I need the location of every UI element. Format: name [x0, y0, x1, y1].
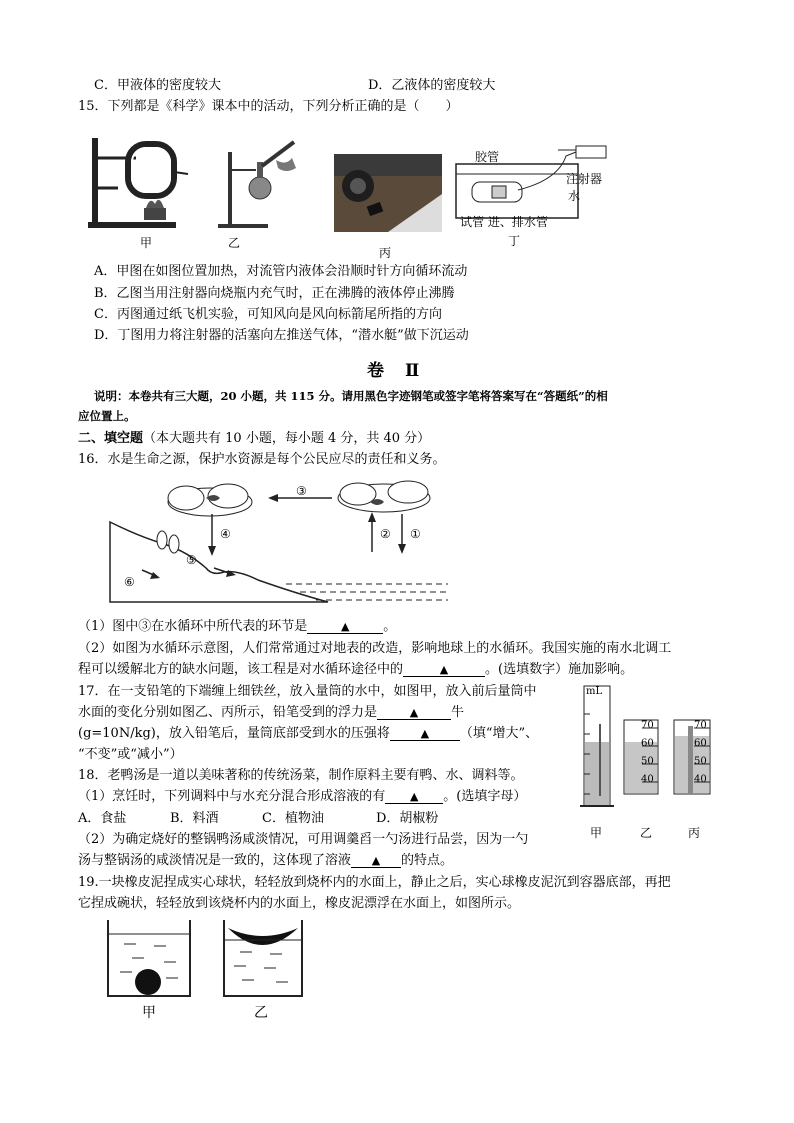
q19-line2: 它捏成碗状，轻轻放到该烧杯内的水面上，橡皮泥漂浮在水面上，如图所示。: [78, 896, 521, 911]
answer-blank[interactable]: [390, 726, 460, 741]
q18-p1-text: （1）烹饪时，下列调料中与水充分混合形成溶液的有: [78, 789, 386, 804]
q19-label-yi: 乙: [254, 1005, 268, 1021]
q18-p2-text: 汤与整锅汤的咸淡情况是一致的，这体现了溶液: [78, 853, 352, 868]
blank-marker: ▲: [439, 663, 449, 676]
cloud-right: [338, 481, 430, 512]
q18-stem: 18．老鸭汤是一道以美味著称的传统汤菜，制作原料主要有鸭、水、调料等。: [78, 768, 524, 783]
ding-label-syringe: 注射器: [566, 172, 603, 186]
ding-label-water: 水: [568, 189, 581, 203]
bing-tick-40: 40: [694, 774, 707, 785]
cloud-left: [168, 484, 252, 516]
q18-option-b: B．料酒: [170, 811, 219, 826]
beaker-jia: [108, 920, 190, 996]
q14-option-d: D．乙液体的密度较大: [368, 78, 496, 93]
q18-option-d: D．胡椒粉: [376, 811, 439, 826]
q17-line3: [78, 726, 538, 742]
q17-l3-end: （填“增大”、: [459, 726, 539, 741]
marker-6: ⑥: [124, 575, 135, 589]
marker-5: ⑤: [186, 553, 197, 567]
bing-tick-50: 50: [694, 756, 707, 767]
ding-label-testtube: 试管 进、排水管: [460, 215, 548, 229]
q15-label-bing: 丙: [379, 246, 392, 260]
q19-beaker-figures: [104, 918, 310, 1000]
section-note-line1: 说明：本卷共有三大题，20 小题，共 115 分。请用黑色字迹钢笔或签字笔将答案写在“答题纸”的相: [94, 389, 608, 403]
figure-jia-convection-tube: [88, 138, 188, 228]
q19-line1: 19.一块橡皮泥捏成实心球状，轻轻放到烧杯内的水面上，静止之后，实心球橡皮泥沉到容器底部，再把: [78, 875, 671, 890]
q18-option-c: C．植物油: [262, 811, 324, 826]
yi-tick-70: 70: [641, 720, 654, 731]
answer-blank[interactable]: [307, 619, 383, 634]
q17-label-yi: 乙: [640, 826, 653, 840]
q18-part2-line1: （2）为确定烧好的整锅鸭汤咸淡情况，可用调羹舀一勺汤进行品尝，因为一勺: [78, 832, 529, 847]
q18-p2-end: 的特点。: [401, 853, 454, 868]
blank-marker: ▲: [409, 706, 419, 719]
q17-line1: 17．在一支铅笔的下端缠上细铁丝，放入量筒的水中，如图甲，放入前后量筒中: [78, 684, 537, 699]
q15-option-a: A．甲图在如图位置加热，对流管内液体会沿顺时针方向循环流动: [94, 264, 468, 279]
q15-figures: [88, 130, 618, 260]
q15-option-d: D．丁图用力将注射器的活塞向左推送气体，“潜水艇”做下沉运动: [94, 328, 469, 343]
blank-marker: ▲: [341, 620, 350, 633]
part-title: [78, 431, 430, 447]
q15-option-c: C．丙图通过纸飞机实验，可知风向是风向标箭尾所指的方向: [94, 307, 442, 322]
q16-p2-text: 程可以缓解北方的缺水问题，该工程是对水循环途径中的: [78, 662, 404, 677]
yi-tick-60: 60: [641, 738, 654, 749]
q16-p2-end: 。(选填数字）施加影响。: [485, 662, 634, 677]
q18-part2-line2: [78, 853, 453, 869]
q18-p1-end: 。(选填字母）: [443, 789, 527, 804]
cylinder-unit: mL: [586, 686, 603, 697]
answer-blank[interactable]: [403, 662, 485, 677]
q15-stem: 15．下列都是《科学》课本中的活动，下列分析正确的是（ ）: [78, 99, 459, 114]
marker-1: ①: [410, 527, 421, 541]
q15-label-yi: 乙: [228, 236, 241, 250]
q17-line2: [78, 705, 464, 721]
q17-label-jia: 甲: [590, 826, 603, 840]
bing-tick-60: 60: [694, 738, 707, 749]
q16-part2-line2: [78, 662, 633, 678]
q17-l3-text: (g=10N/kg)，放入铅笔后，量筒底部受到水的压强将: [78, 726, 390, 741]
marker-2: ②: [380, 527, 391, 541]
q17-line4: “不变”或“减小”）: [78, 747, 183, 762]
figure-bing-photo: [334, 154, 442, 232]
cylinder-jia: [580, 686, 614, 806]
marker-3: ③: [296, 484, 307, 498]
beaker-yi: [224, 920, 302, 996]
q15-label-ding: 丁: [508, 234, 521, 248]
q16-p1-text: （1）图中③在水循环中所代表的环节是: [78, 619, 308, 634]
q16-part2-line1: （2）如图为水循环示意图，人们常常通过对地表的改造，影响地球上的水循环。我国实施的南水北调工: [78, 641, 672, 656]
q16-p1-end: 。: [383, 619, 397, 634]
blank-marker: ▲: [410, 790, 419, 803]
part-title-label: 二、填空题: [78, 431, 144, 446]
q17-l2-unit: 牛: [451, 705, 465, 720]
q15-label-jia: 甲: [140, 236, 153, 250]
q16-stem: 16．水是生命之源，保护水资源是每个公民应尽的责任和义务。: [78, 452, 446, 467]
q18-option-a: A．食盐: [78, 811, 127, 826]
figure-yi-flask-syringe: [218, 142, 296, 228]
answer-blank[interactable]: [377, 705, 451, 720]
q19-label-jia: 甲: [142, 1005, 156, 1021]
q14-option-c: C．甲液体的密度较大: [94, 78, 221, 93]
q17-cylinder-figures: [578, 684, 718, 816]
bing-tick-70: 70: [694, 720, 707, 731]
part-title-detail: （本大题共有 10 小题，每小题 4 分，共 40 分）: [143, 431, 431, 446]
q16-part1: [78, 619, 396, 635]
section-title: 卷 Ⅱ: [367, 361, 422, 381]
answer-blank[interactable]: [351, 853, 401, 868]
marker-4: ④: [220, 527, 231, 541]
q17-label-bing: 丙: [688, 826, 701, 840]
answer-blank[interactable]: [385, 789, 443, 804]
blank-marker: ▲: [371, 854, 381, 867]
q18-part1: [78, 789, 526, 805]
q16-water-cycle-diagram: [108, 478, 452, 604]
blank-marker: ▲: [420, 727, 430, 740]
yi-tick-50: 50: [641, 756, 654, 767]
yi-tick-40: 40: [641, 774, 654, 785]
ding-label-tube: 胶管: [475, 150, 500, 164]
q17-l2-text: 水面的变化分别如图乙、丙所示，铅笔受到的浮力是: [78, 705, 378, 720]
q15-option-b: B．乙图当用注射器向烧瓶内充气时，正在沸腾的液体停止沸腾: [94, 286, 455, 301]
section-note-line2: 应位置上。: [78, 409, 136, 423]
